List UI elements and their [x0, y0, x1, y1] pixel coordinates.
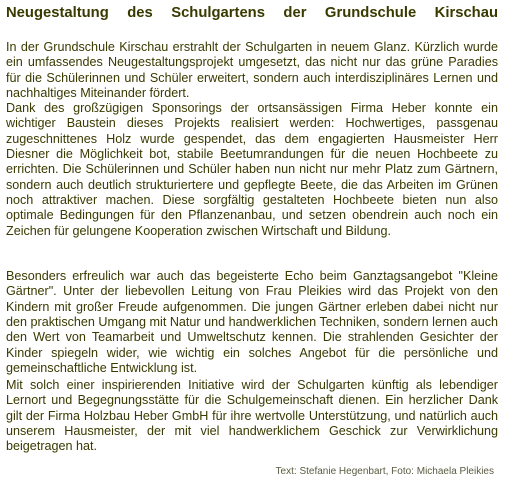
- photo-text-credit: Text: Stefanie Hegenbart, Foto: Michaela Pleikies: [275, 466, 494, 477]
- article-paragraph-intro: In der Grundschule Kirschau erstrahlt der Schulgarten in neuem Glanz. Kürzlich wurde ein umfassendes Neugestaltungsprojekt umgesetzt, das nicht nur das grüne Paradies für die Schülerinnen und Schüler erweitert, sondern auch interdisziplinäres Lernen und nachhaltiges Miteinander fördert.: [6, 40, 498, 101]
- article-paragraph-sponsoring: Dank des großzügigen Sponsorings der ortsansässigen Firma Heber konnte ein wichtiger Baustein dieses Projekts realisiert werden: Hochwertiges, passgenau zugeschnittenes Holz wurde gespendet, das dem engagierten Hausmeister Herr Diesner die Möglichkeit bot, stabile Beetumrandungen für die neuen Hochbeete zu errichten. Die Schülerinnen und Schüler haben nun nicht nur mehr Platz zum Gärtnern, sondern auch deutlich strukturiertere und gepflegte Beete, die das Arbeiten im Grünen noch attraktiver machen. Diese sorgfältig gestalteten Hochbeete bieten nun also optimale Bedingungen für den Pflanzenanbau, und setzen obendrein auch noch ein Zeichen für gelungene Kooperation zwischen Wirtschaft und Bildung.: [6, 101, 498, 238]
- article-paragraph-closing: Mit solch einer inspirierenden Initiative wird der Schulgarten künftig als lebendiger Lernort und Begegnungsstätte für die Schulgemeinschaft dienen. Ein herzlicher Dank gilt der Firma Holzbau Heber GmbH für ihre wertvolle Unterstützung, und natürlich auch unserem Hausmeister, der mit viel handwerklichem Geschick zur Verwirklichung beigetragen hat.: [6, 378, 498, 454]
- article-paragraph-ganztag: Besonders erfreulich war auch das begeisterte Echo beim Ganztagsangebot "Kleine Gärtner". Unter der liebevollen Leitung von Frau Pleikies wird das Projekt von den Kindern mit großer Freude aufgenommen. Die jungen Gärtner erleben dabei nicht nur den praktischen Umgang mit Natur und handwerklichen Techniken, sondern lernen auch den Wert von Teamarbeit und Umweltschutz kennen. Die strahlenden Gesichter der Kinder spiegeln wider, wie wichtig ein solches Angebot für die persönliche und gemeinschaftliche Entwicklung ist.: [6, 269, 498, 376]
- article-title: Neugestaltung des Schulgartens der Grundschule Kirschau: [6, 5, 498, 21]
